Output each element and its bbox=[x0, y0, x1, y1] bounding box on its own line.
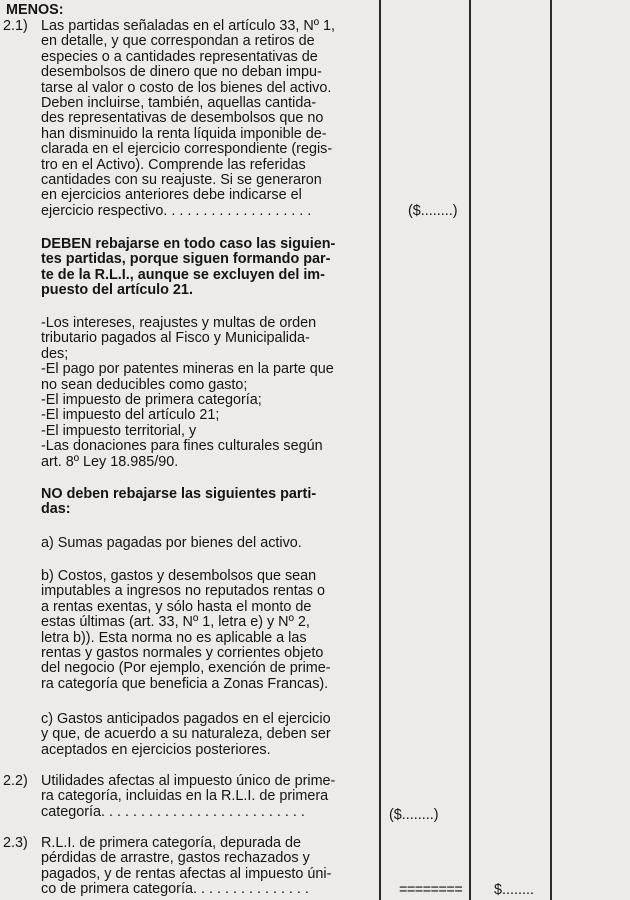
deben-rebajarse-heading: DEBEN rebajarse en todo caso las siguien- tes partidas, porque siguen formando par- te de la R.L.I., aunque se excluyen del im- puesto del artículo 21. bbox=[41, 236, 336, 299]
item-c: c) Gastos anticipados pagados en el ejercicio y que, de acuerdo a su naturaleza, deben ser aceptados en ejercicios posteriores. bbox=[41, 711, 331, 758]
section-2-1-amount: ($........) bbox=[408, 203, 458, 219]
section-2-3-amount: $........ bbox=[494, 882, 534, 898]
column-rule-1 bbox=[379, 0, 381, 900]
item-b: b) Costos, gastos y desembolsos que sean imputables a ingresos no reputados rentas o a rentas exentas, y sólo hasta el monto de estas últimas (art. 33, Nº 1, letra e) y Nº 2, letra b)). Esta norma no es aplicable a las rentas y gastos normales y corrientes objeto del negocio (Por ejemplo, exención de prime- ra categoría que beneficia a Zonas Francas). bbox=[41, 568, 331, 692]
section-2-3-number: 2.3) bbox=[3, 835, 28, 851]
section-2-1-number: 2.1) bbox=[3, 18, 28, 34]
column-rule-2 bbox=[469, 0, 471, 900]
section-2-1-text: Las partidas señaladas en el artículo 33, Nº 1, en detalle, y que correspondan a retiros de especies o a cantidades representativas de desembolsos de dinero que no deban impu- tarse al valor o costo de los bienes del activo. Deben incluirse, también, aquellas cantida- des representativas de desembolsos que no han disminuido la renta líquida imponible de- clarada en el ejercicio correspondiente (regis- tro en el Activo). Comprende las referidas cantidades con su reajuste. Si se generaron en ejercicios anteriores debe indicarse el ejercicio respectivo. . . . . . . . . . . . . . . . . . . bbox=[41, 18, 336, 219]
section-2-2-text: Utilidades afectas al impuesto único de prime- ra categoría, incluidas en la R.L.I. de primera categoría. . . . . . . . . . . . . . . . . . . . . . . . . . bbox=[41, 773, 336, 820]
no-deben-heading: NO deben rebajarse las siguientes parti- das: bbox=[41, 486, 317, 518]
page-heading: MENOS: bbox=[6, 2, 64, 18]
section-2-3-text: R.L.I. de primera categoría, depurada de pérdidas de arrastre, gastos rechazados y pagados, y de rentas afectas al impuesto úni- co de primera categoría. . . . . . . . . . . . . . . bbox=[41, 835, 332, 898]
column-rule-3 bbox=[550, 0, 552, 900]
deben-rebajarse-list: -Los intereses, reajustes y multas de orden tributario pagados al Fisco y Municipalida- des; -El pago por patentes mineras en la parte que no sean deducibles como gasto; -El impuesto de primera categoría; -El impuesto del artículo 21; -El impuesto territorial, y -Las donaciones para fines culturales según art. 8º Ley 18.985/90. bbox=[41, 315, 334, 470]
section-2-2-amount: ($........) bbox=[389, 807, 439, 823]
section-2-3-double-rule: ======== bbox=[399, 882, 463, 898]
item-a: a) Sumas pagadas por bienes del activo. bbox=[41, 535, 302, 551]
section-2-2-number: 2.2) bbox=[3, 773, 28, 789]
